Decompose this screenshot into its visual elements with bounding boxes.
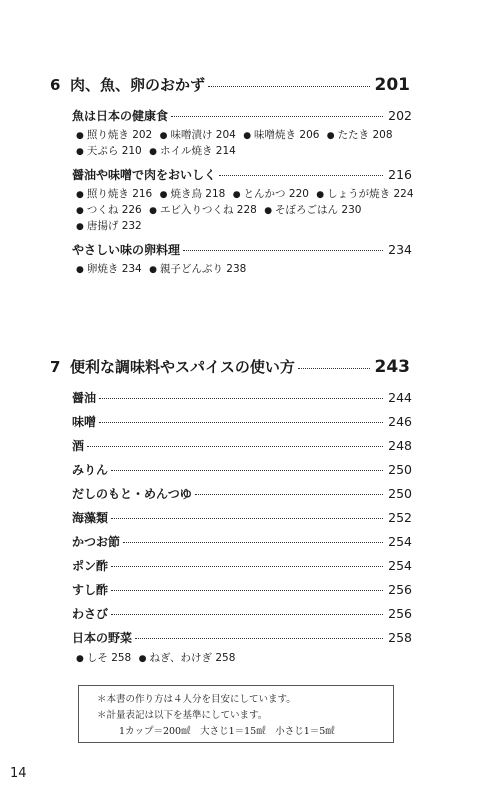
entry-page: 250: [388, 486, 412, 501]
entry-page: 256: [388, 606, 412, 621]
entry-title: すし酢: [72, 583, 109, 597]
sub-item: ホイル焼き 214: [159, 145, 236, 157]
leader-dots: [195, 494, 383, 495]
sub-item: 天ぷら 210: [86, 145, 142, 157]
entry-title: 醤油や味噌で肉をおいしく: [72, 168, 217, 182]
toc-entry: [72, 241, 412, 258]
entry-page: 252: [388, 510, 412, 525]
bullet-icon: ●: [76, 265, 84, 275]
sub-items-line: [76, 186, 418, 201]
toc-entry: [72, 581, 412, 598]
toc-entry: [72, 557, 412, 574]
sub-item: 焼き鳥 218: [170, 188, 226, 200]
bullet-icon: ●: [76, 654, 84, 664]
sub-item: ねぎ、わけぎ 258: [149, 652, 236, 664]
entry-page: 256: [388, 582, 412, 597]
sub-item: 親子どんぶり 238: [159, 263, 247, 275]
sub-items-line: [76, 127, 397, 142]
bullet-icon: ●: [264, 206, 273, 216]
toc-entry: [72, 485, 412, 502]
sub-item: 味噌漬け 204: [170, 129, 236, 141]
entry-page: 248: [388, 438, 412, 453]
sub-item: たたき 208: [337, 129, 393, 141]
chapter-page: 243: [374, 357, 410, 377]
note-line: ＊本書の作り方は４人分を目安にしています。: [97, 694, 296, 705]
entry-page: 254: [388, 558, 412, 573]
bullet-icon: ●: [232, 190, 241, 200]
bullet-icon: ●: [138, 654, 147, 664]
leader-dots: [219, 175, 383, 176]
sub-items-line: [76, 202, 365, 217]
bullet-icon: ●: [76, 147, 84, 157]
bullet-icon: ●: [159, 131, 168, 141]
measurement-note: 1カップ＝200㎖ 大さじ1＝15㎖ 小さじ1＝5㎖: [119, 726, 335, 737]
chapter-title: 便利な調味料やスパイスの使い方: [70, 358, 295, 376]
sub-item: しそ 258: [86, 652, 132, 664]
leader-dots: [99, 398, 383, 399]
bullet-icon: ●: [76, 206, 84, 216]
note-line: ＊計量表記は以下を基準にしています。: [97, 710, 268, 721]
entry-title: わさび: [72, 607, 109, 621]
entry-page: 202: [388, 108, 412, 123]
sub-items-line: [76, 143, 240, 158]
leader-dots: [111, 566, 383, 567]
toc-entry: [72, 629, 412, 646]
sub-item: しょうが焼き 224: [327, 188, 414, 200]
entry-title: だしのもと・めんつゆ: [72, 487, 192, 501]
entry-title: ポン酢: [72, 559, 109, 573]
page-number: 14: [10, 766, 27, 781]
toc-entry: [72, 437, 412, 454]
bullet-icon: ●: [316, 190, 325, 200]
leader-dots: [111, 518, 383, 519]
entry-page: 234: [388, 242, 412, 257]
toc-entry: [72, 166, 412, 183]
entry-title: 日本の野菜: [72, 631, 133, 645]
leader-dots: [111, 590, 383, 591]
bullet-icon: ●: [149, 206, 157, 216]
leader-dots: [87, 446, 383, 447]
leader-dots: [123, 542, 383, 543]
bullet-icon: ●: [76, 222, 84, 232]
entry-title: みりん: [72, 463, 109, 477]
leader-dots: [298, 368, 370, 369]
leader-dots: [135, 638, 383, 639]
toc-entry: [72, 509, 412, 526]
leader-dots: [208, 86, 369, 87]
entry-title: 魚は日本の健康食: [72, 109, 169, 123]
chapter-number: 7: [50, 358, 61, 376]
leader-dots: [111, 614, 383, 615]
entry-page: 250: [388, 462, 412, 477]
toc-entry: [72, 461, 412, 478]
entry-page: 216: [388, 167, 412, 182]
sub-item: 照り焼き 216: [86, 188, 153, 200]
entry-title: 海藻類: [72, 511, 109, 525]
entry-title: やさしい味の卵料理: [72, 243, 181, 257]
sub-item: エビ入りつくね 228: [159, 204, 257, 216]
sub-item: つくね 226: [86, 204, 142, 216]
sub-items-line: [76, 218, 146, 233]
sub-items-line: [76, 650, 239, 665]
bullet-icon: ●: [243, 131, 252, 141]
sub-item: とんかつ 220: [243, 188, 309, 200]
bullet-icon: ●: [159, 190, 168, 200]
sub-item: 照り焼き 202: [86, 129, 153, 141]
entry-page: 244: [388, 390, 412, 405]
leader-dots: [111, 470, 383, 471]
toc-entry: [72, 605, 412, 622]
toc-entry: [72, 413, 412, 430]
entry-title: 醤油: [72, 391, 97, 405]
bullet-icon: ●: [76, 190, 84, 200]
entry-page: 258: [388, 630, 412, 645]
toc-entry: [72, 389, 412, 406]
chapter-title: 肉、魚、卵のおかず: [70, 76, 206, 94]
leader-dots: [99, 422, 383, 423]
sub-items-line: [76, 261, 250, 276]
entry-page: 246: [388, 414, 412, 429]
toc-entry: [72, 533, 412, 550]
bullet-icon: ●: [149, 265, 157, 275]
chapter-page: 201: [374, 75, 410, 95]
leader-dots: [171, 116, 383, 117]
entry-title: 酒: [72, 439, 85, 453]
chapter-7-heading: [50, 356, 410, 377]
sub-item: 味噌焼き 206: [254, 129, 320, 141]
sub-item: 唐揚げ 232: [86, 220, 142, 232]
bullet-icon: ●: [326, 131, 335, 141]
notes-box: [78, 685, 394, 743]
leader-dots: [183, 250, 383, 251]
sub-item: そぼろごはん 230: [275, 204, 362, 216]
chapter-6-heading: [50, 74, 410, 95]
toc-entry: [72, 107, 412, 124]
entry-page: 254: [388, 534, 412, 549]
chapter-number: 6: [50, 76, 61, 94]
bullet-icon: ●: [76, 131, 84, 141]
entry-title: かつお節: [72, 535, 121, 549]
sub-item: 卵焼き 234: [86, 263, 142, 275]
bullet-icon: ●: [149, 147, 157, 157]
entry-title: 味噌: [72, 415, 97, 429]
